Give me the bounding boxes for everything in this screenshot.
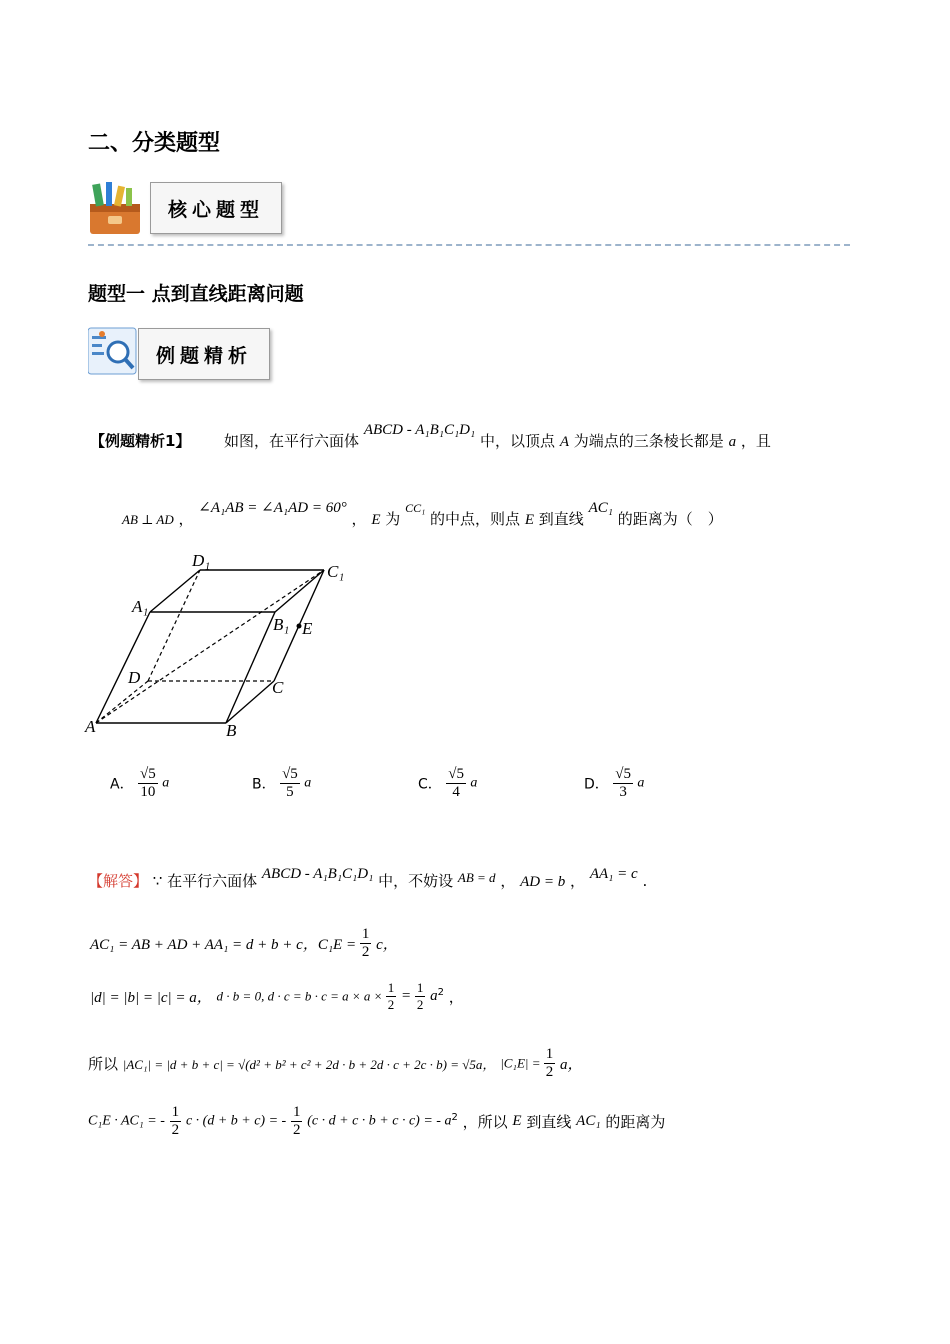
solution-tag: 【解答】 — [88, 872, 149, 890]
text: 为 — [385, 510, 401, 528]
intro-text-3: 为端点的三条棱长都是 — [573, 432, 724, 450]
text: 的距离为 — [605, 1113, 666, 1131]
superscript: 2 — [437, 987, 445, 998]
label-c1: C₁ — [327, 562, 345, 581]
example-banner-label: 例题精析 — [138, 328, 270, 380]
frac-den: 2 — [171, 1122, 180, 1138]
text: ，所以 — [462, 1113, 508, 1131]
frac-num: 1 — [416, 980, 424, 995]
core-banner-label: 核心题型 — [150, 182, 282, 234]
point-e: E — [371, 512, 381, 528]
equals: = — [400, 988, 415, 1004]
toolbox-icon — [88, 180, 144, 236]
equation-dot-product: C₁E · AC₁ = - — [88, 1113, 165, 1129]
section-divider — [88, 244, 850, 246]
edge-a1d1 — [150, 570, 200, 612]
frac-num: 1 — [545, 1046, 554, 1062]
option-a[interactable] — [110, 766, 169, 801]
option-c[interactable] — [418, 766, 477, 801]
comma: ， — [448, 988, 464, 1006]
frac-num: 1 — [361, 926, 370, 942]
text: ∵ 在平行六面体 — [152, 872, 258, 890]
core-banner — [88, 180, 288, 236]
frac-den: 2 — [387, 997, 395, 1012]
vertex-label: A — [559, 434, 569, 450]
condition-2: ∠A₁AB = ∠A₁AD = 60° — [198, 500, 347, 516]
comma: ， — [570, 872, 586, 890]
frac-den: 2 — [361, 944, 370, 960]
frac-den: 2 — [292, 1122, 301, 1138]
solution-line-1 — [88, 866, 648, 891]
vector-def-c: AA₁ = c — [589, 866, 638, 882]
solution-line-4 — [88, 1046, 583, 1081]
option-num: √5 — [140, 766, 156, 782]
solution-line-5 — [88, 1104, 665, 1139]
equation-norms: |d| = |b| = |c| = a， — [90, 990, 212, 1006]
option-letter: A． — [110, 776, 134, 793]
edge-aa1 — [96, 612, 150, 723]
line-ac1: AC₁ — [576, 1113, 601, 1129]
label-d1: D₁ — [192, 551, 211, 570]
edge-bb1 — [226, 612, 275, 723]
label-d: D — [128, 668, 141, 687]
intro-text-2: 中，以顶点 — [480, 432, 556, 450]
equation-tail: c， — [376, 937, 398, 953]
text: 到直线 — [526, 1113, 572, 1131]
label-b: B — [226, 721, 237, 740]
equation-dots: d · b = 0, d · c = b · c = a × a × — [216, 988, 386, 1004]
label-a: A — [85, 717, 96, 736]
option-den: 3 — [619, 784, 627, 800]
magnifier-icon — [88, 326, 138, 378]
intro-text: 如图，在平行六面体 — [224, 432, 360, 450]
vector-def-b: AD = b — [520, 874, 566, 890]
point-e-dot — [297, 624, 302, 629]
line-ac1: AC₁ — [588, 500, 613, 516]
frac-num: 1 — [292, 1104, 301, 1120]
label-c: C — [272, 678, 284, 697]
example-line-2 — [122, 500, 723, 529]
frac-den: 2 — [545, 1064, 554, 1080]
vector-def-d: AB = d — [457, 870, 496, 885]
label-b1: B₁ — [273, 615, 290, 634]
option-num: √5 — [448, 766, 464, 782]
comma: ， — [351, 510, 367, 528]
edge-dd1 — [148, 570, 200, 681]
option-var: a — [162, 775, 170, 791]
option-var: a — [470, 775, 478, 791]
equation-result: (c · d + c · b + c · c) = - a — [307, 1113, 452, 1129]
option-num: √5 — [282, 766, 298, 782]
frac-den: 2 — [416, 997, 424, 1012]
option-d[interactable] — [584, 766, 644, 801]
text: 到直线 — [538, 510, 584, 528]
text: 中，不妨设 — [378, 872, 454, 890]
equation-ac1: AC₁ = AB + AD + AA₁ = d + b + c，C₁E = — [90, 937, 360, 953]
option-b[interactable] — [252, 766, 311, 801]
option-num: √5 — [615, 766, 631, 782]
example-banner — [88, 326, 278, 380]
frac-num: 1 — [387, 980, 395, 995]
option-den: 10 — [140, 784, 156, 800]
equation-expansion: c · (d + b + c) = - — [185, 1113, 287, 1129]
option-den: 4 — [452, 784, 460, 800]
var-a: a， — [560, 1057, 583, 1073]
label-e: E — [302, 619, 313, 638]
option-letter: C． — [418, 776, 442, 793]
option-var: a — [637, 775, 645, 791]
text: 的距离为（ ） — [617, 510, 723, 528]
superscript: 2 — [451, 1112, 458, 1123]
frac-num: 1 — [171, 1104, 180, 1120]
text: 所以 — [88, 1055, 119, 1073]
period: . — [642, 872, 648, 890]
edge-ad — [96, 681, 148, 723]
solution-line-3 — [90, 980, 464, 1013]
edge-b1c1 — [275, 570, 324, 612]
example-line-1 — [90, 422, 771, 451]
solid-name: ABCD - A₁B₁C₁D₁ — [261, 866, 374, 882]
comma: ， — [500, 872, 516, 890]
solid-name: ABCD - A₁B₁C₁D₁ — [363, 422, 476, 438]
example-tag: 【例题精析1】 — [90, 432, 191, 450]
option-var: a — [304, 775, 312, 791]
length-var: a — [728, 434, 737, 450]
comma: ， — [178, 510, 194, 528]
option-letter: B． — [252, 776, 276, 793]
text: 的中点，则点 — [430, 510, 521, 528]
condition-1: AB ⊥ AD — [122, 512, 174, 527]
segment-cc1: CC₁ — [405, 501, 426, 515]
var-a: a — [430, 988, 438, 1004]
option-den: 5 — [286, 784, 294, 800]
section-title: 二、分类题型 — [88, 131, 221, 156]
equation-length-c1e: |C₁E| = — [500, 1055, 544, 1071]
point-e: E — [512, 1113, 522, 1129]
equation-length-ac1: |AC₁| = |d + b + c| = √(d² + b² + c² + 2d · b + 2d · c + 2c · b) = √5a， — [122, 1057, 496, 1072]
parallelepiped-figure — [80, 548, 370, 748]
option-letter: D． — [584, 776, 609, 793]
edge-bc — [226, 681, 274, 723]
intro-text-4: ，且 — [740, 432, 771, 450]
label-a1: A₁ — [132, 597, 149, 616]
type-title: 题型一 点到直线距离问题 — [88, 283, 304, 305]
point-e-2: E — [524, 512, 535, 528]
solution-line-2 — [90, 926, 398, 961]
